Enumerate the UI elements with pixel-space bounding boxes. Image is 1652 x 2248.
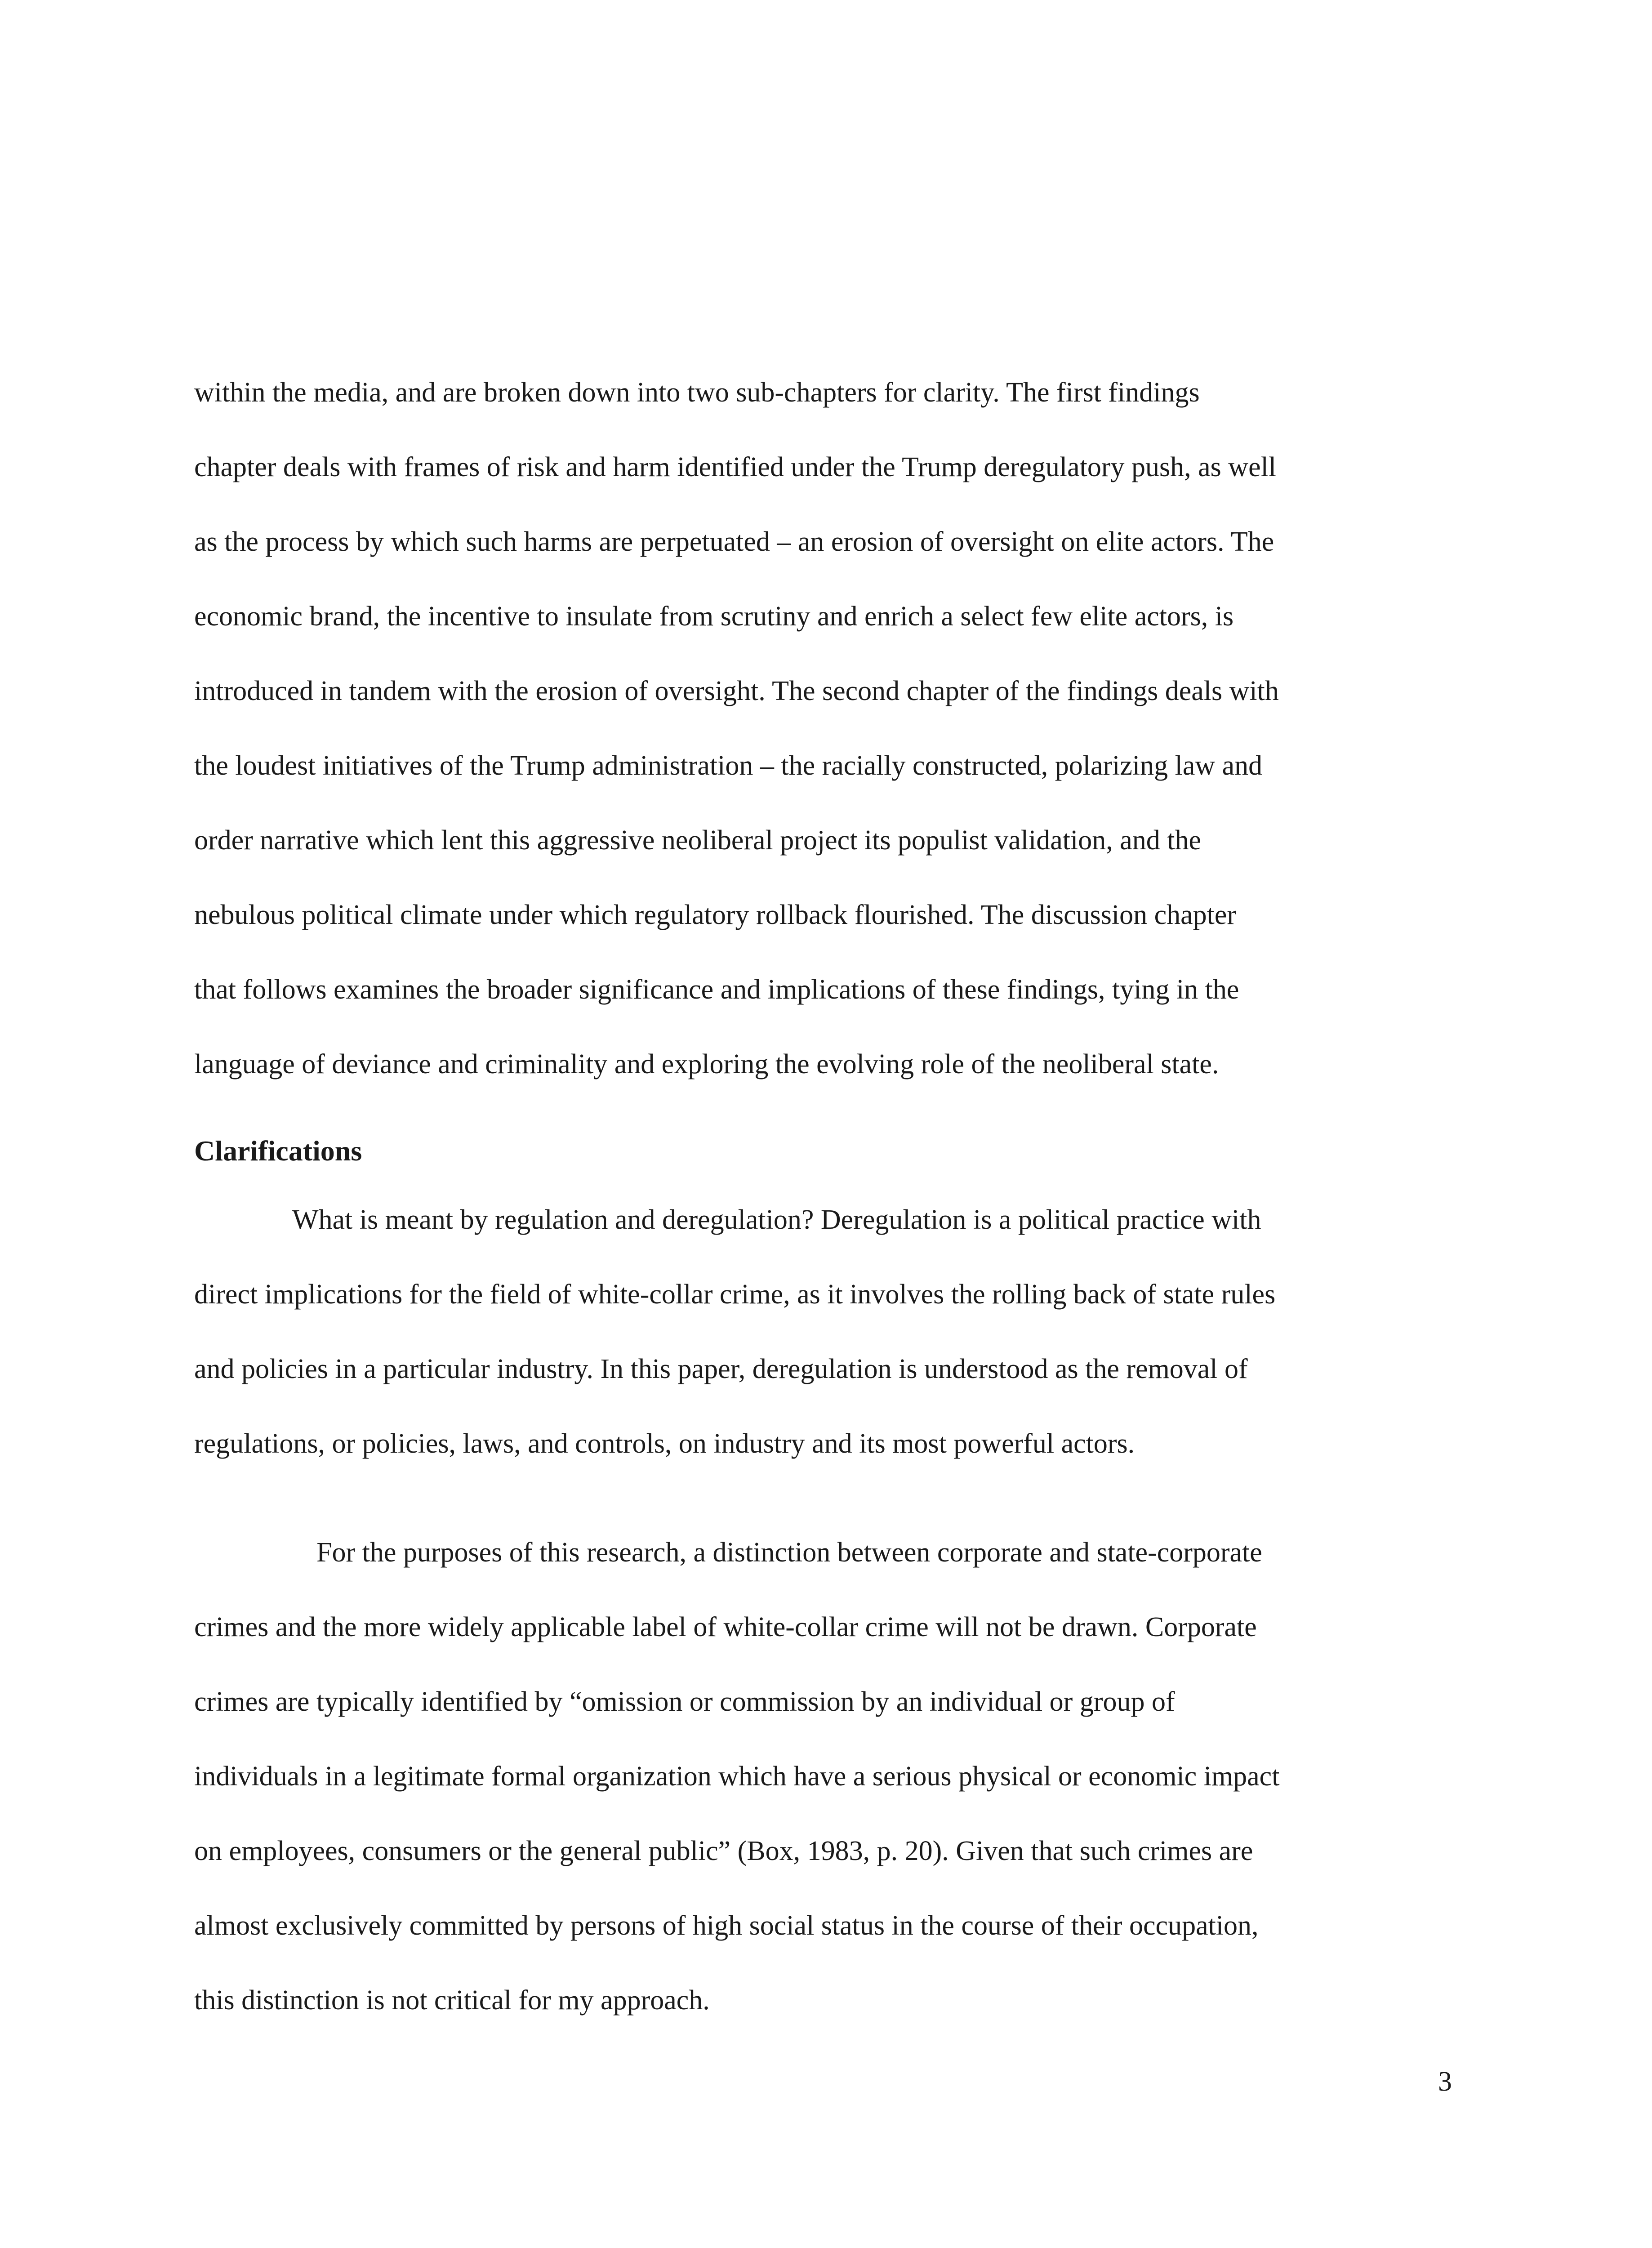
- text-line: chapter deals with frames of risk and harm identified under the Trump deregulatory push, as well: [194, 452, 1277, 482]
- text-line: language of deviance and criminality and exploring the evolving role of the neoliberal state.: [194, 1049, 1219, 1079]
- text-line: within the media, and are broken down into two sub-chapters for clarity. The first findings: [194, 377, 1200, 408]
- text-line: economic brand, the incentive to insulate from scrutiny and enrich a select few elite actors, is: [194, 601, 1234, 632]
- text-line: What is meant by regulation and deregulation? Deregulation is a political practice with: [292, 1204, 1261, 1235]
- paragraph-intro: [194, 355, 1457, 1102]
- text-line: on employees, consumers or the general public” (Box, 1983, p. 20). Given that such crimes are: [194, 1836, 1253, 1866]
- text-line: order narrative which lent this aggressive neoliberal project its populist validation, and the: [194, 825, 1201, 856]
- text-line: nebulous political climate under which regulatory rollback flourished. The discussion chapter: [194, 900, 1237, 930]
- text-line: this distinction is not critical for my approach.: [194, 1985, 710, 2016]
- text-line: the loudest initiatives of the Trump administration – the racially constructed, polarizing law and: [194, 750, 1263, 781]
- text-line: introduced in tandem with the erosion of oversight. The second chapter of the findings deals with: [194, 676, 1279, 706]
- text-line: direct implications for the field of white-collar crime, as it involves the rolling back of state rules: [194, 1279, 1276, 1310]
- paragraph-regulation: [194, 1182, 1457, 1481]
- text-line: and policies in a particular industry. In this paper, deregulation is understood as the removal of: [194, 1354, 1248, 1384]
- text-line: regulations, or policies, laws, and controls, on industry and its most powerful actors.: [194, 1428, 1135, 1459]
- text-line: crimes and the more widely applicable label of white-collar crime will not be drawn. Corporate: [194, 1612, 1257, 1642]
- paragraph-corporate-crime: [194, 1515, 1457, 2038]
- page-number: 3: [1438, 2066, 1452, 2097]
- text-line: For the purposes of this research, a distinction between corporate and state-corporate: [316, 1537, 1262, 1568]
- text-line: as the process by which such harms are perpetuated – an erosion of oversight on elite actors. The: [194, 526, 1274, 557]
- text-line: crimes are typically identified by “omission or commission by an individual or group of: [194, 1686, 1175, 1717]
- section-heading: Clarifications: [194, 1135, 362, 1167]
- text-line: individuals in a legitimate formal organization which have a serious physical or economic impact: [194, 1761, 1280, 1792]
- text-line: almost exclusively committed by persons of high social status in the course of their occupation,: [194, 1910, 1259, 1941]
- text-line: that follows examines the broader significance and implications of these findings, tying in the: [194, 974, 1239, 1005]
